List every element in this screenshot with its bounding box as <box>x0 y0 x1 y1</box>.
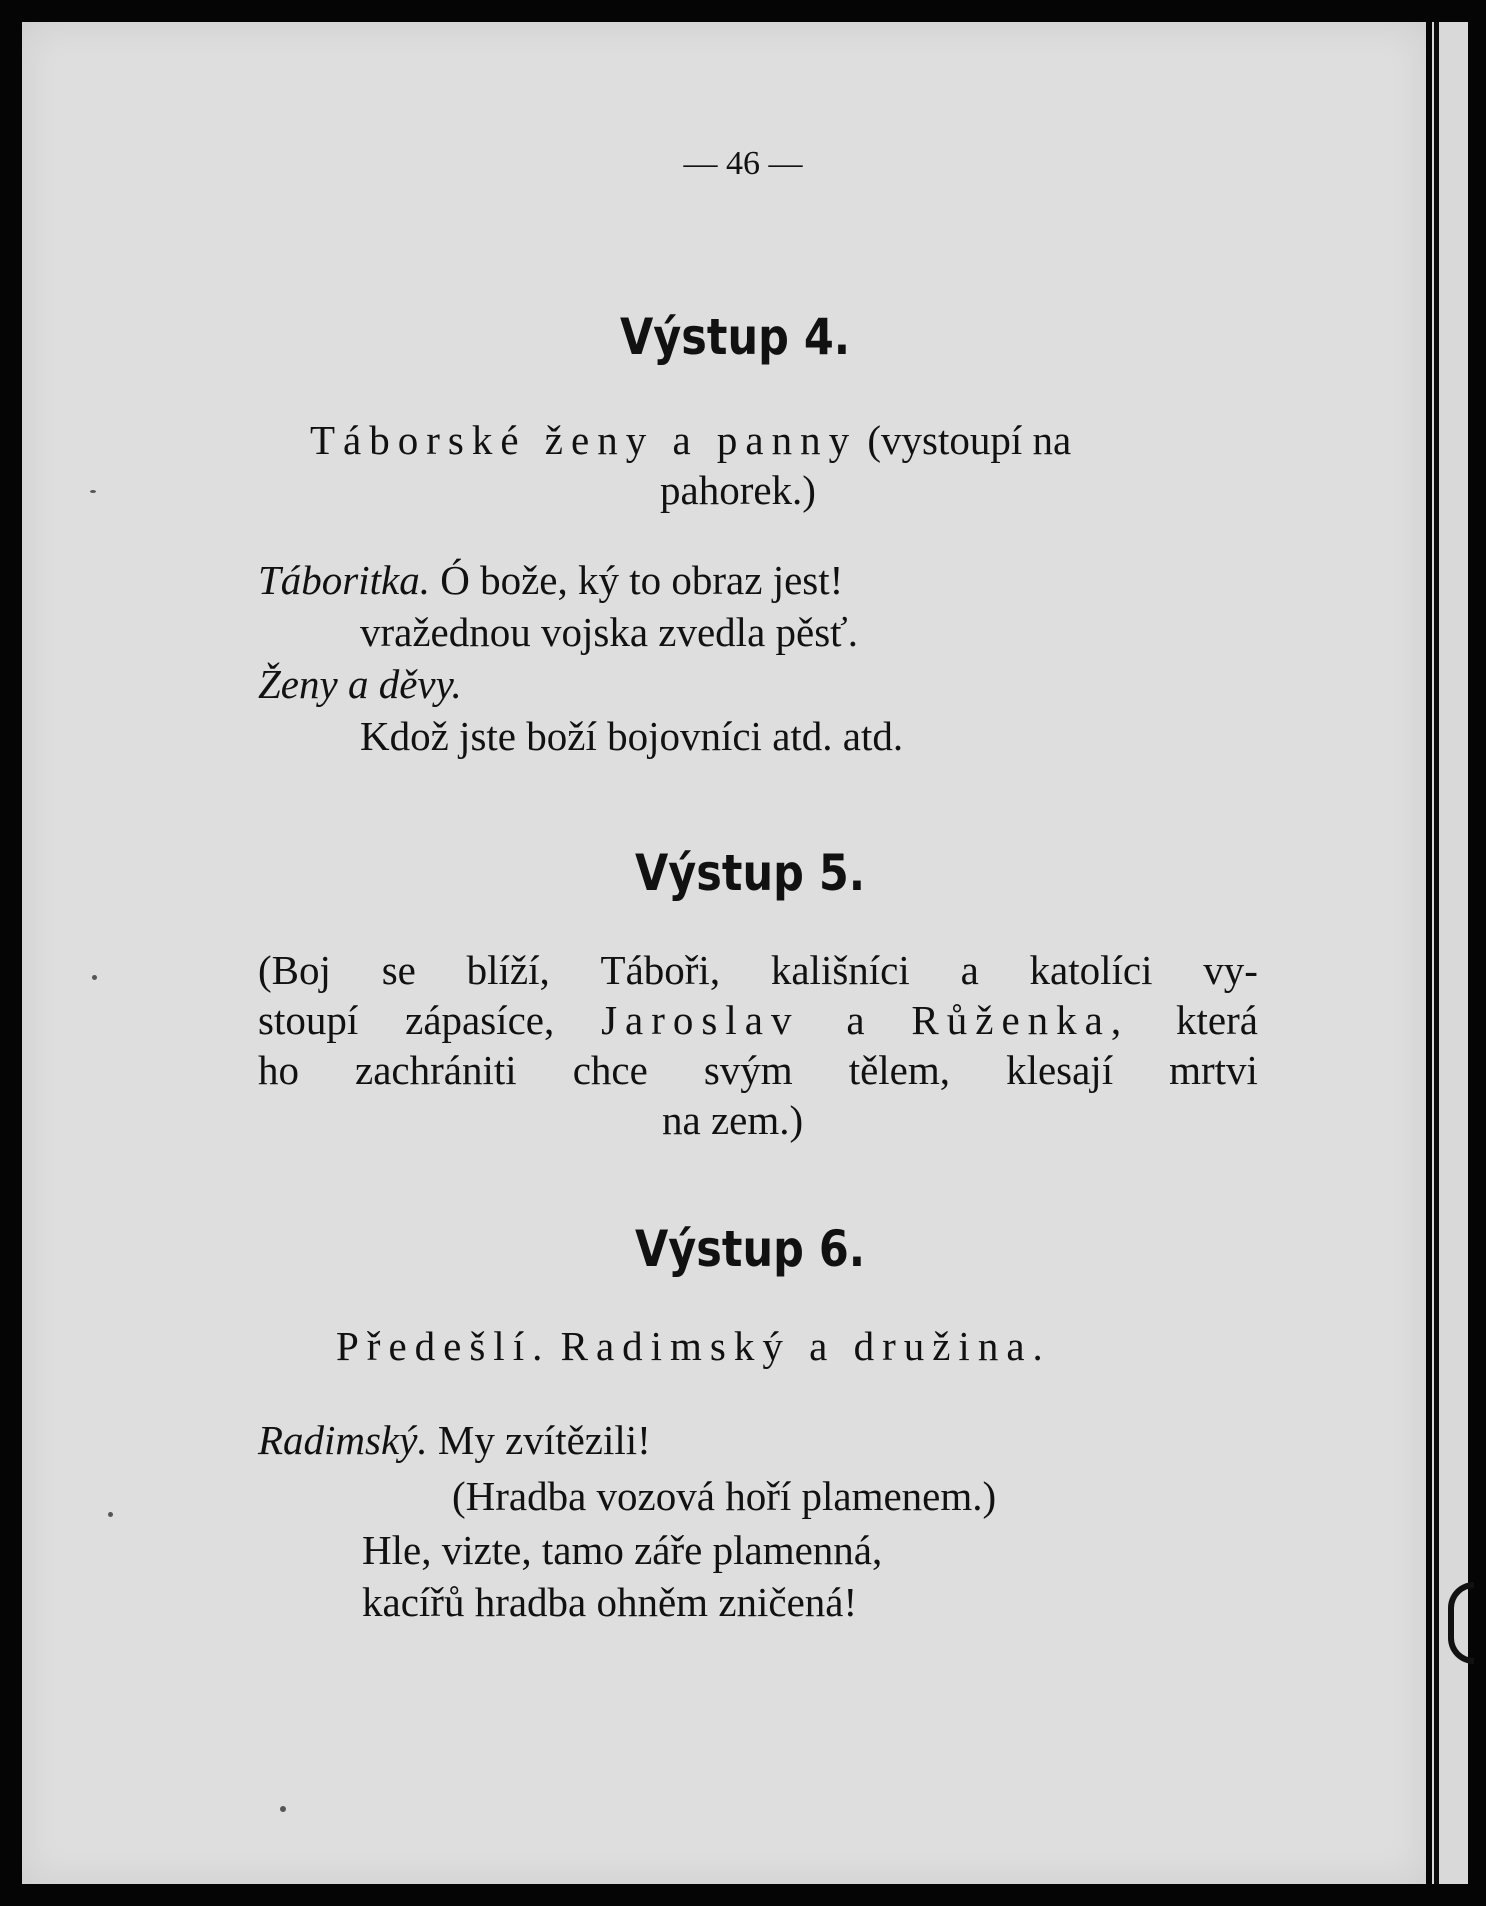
ink-blot <box>1448 1582 1474 1664</box>
word: mrtvi <box>1169 1047 1258 1093</box>
word: svým <box>703 1047 793 1093</box>
word: tělem, <box>848 1047 951 1093</box>
word: zachrániti <box>355 1047 517 1093</box>
scene-5-heading: Výstup 5. <box>635 844 866 902</box>
page-number: — 46 — <box>683 145 803 182</box>
scene-4-cast <box>310 417 1072 463</box>
word: kališníci <box>770 947 910 993</box>
word: Táboři, <box>600 947 721 993</box>
dialogue-line <box>258 557 844 603</box>
verse-line: Hle, vizte, tamo záře plamenná, <box>362 1527 883 1573</box>
word: se <box>381 947 416 993</box>
scene-4-heading: Výstup 4. <box>620 308 851 366</box>
scene-4-cast-names: Táborské ženy a panny <box>310 417 858 463</box>
dialogue-line: vražednou vojska zvedla pěsť. <box>360 609 858 655</box>
dialogue-text: Ó bože, ký to obraz jest! <box>440 557 844 603</box>
stage-direction: (Hradba vozová hoří plamenem.) <box>452 1473 997 1519</box>
word: ho <box>258 1047 299 1093</box>
cast-previous: Předešlí. <box>336 1323 551 1369</box>
stage-direction-line <box>258 1047 1258 1093</box>
next-page-edge <box>1432 22 1468 1884</box>
word: a <box>960 947 979 993</box>
verse-line: kacířů hradba ohněm zničená! <box>362 1579 858 1625</box>
word: katolíci <box>1029 947 1153 993</box>
speaker-name: Ženy a děvy. <box>258 661 462 707</box>
paper-speck <box>108 1512 113 1517</box>
stage-direction-line <box>258 947 1258 993</box>
word: a <box>846 997 865 1043</box>
word: klesají <box>1006 1047 1114 1093</box>
word: blíží, <box>466 947 550 993</box>
dialogue-line: Kdož jste boží bojovníci atd. atd. <box>360 713 904 759</box>
speaker-name: Táboritka. <box>258 557 430 603</box>
character-name: Jaroslav <box>601 997 800 1043</box>
character-name: Růženka, <box>911 997 1130 1043</box>
dialogue-line <box>258 1417 651 1463</box>
scene-4-cast-continued: pahorek.) <box>660 467 816 513</box>
word: stoupí <box>258 997 359 1043</box>
speaker-name: Radimský. <box>258 1417 428 1463</box>
word: vy- <box>1203 947 1258 993</box>
stage-direction-line <box>258 997 1258 1043</box>
word: chce <box>572 1047 648 1093</box>
scene-6-heading: Výstup 6. <box>635 1220 866 1278</box>
binding-shadow <box>1434 22 1439 1884</box>
word: zápasíce, <box>405 997 555 1043</box>
paper-speck <box>92 975 97 980</box>
cast-new: Radimský a družina. <box>560 1323 1051 1369</box>
scene-4-cast-direction: (vystoupí na <box>867 417 1072 463</box>
paper-speck <box>280 1806 286 1812</box>
word: která <box>1175 997 1258 1043</box>
dialogue-text: My zvítězili! <box>437 1417 651 1463</box>
scene-6-cast <box>336 1323 1051 1369</box>
paper-speck <box>90 490 96 493</box>
stage-direction-line: na zem.) <box>662 1097 804 1143</box>
word: (Boj <box>258 947 331 993</box>
